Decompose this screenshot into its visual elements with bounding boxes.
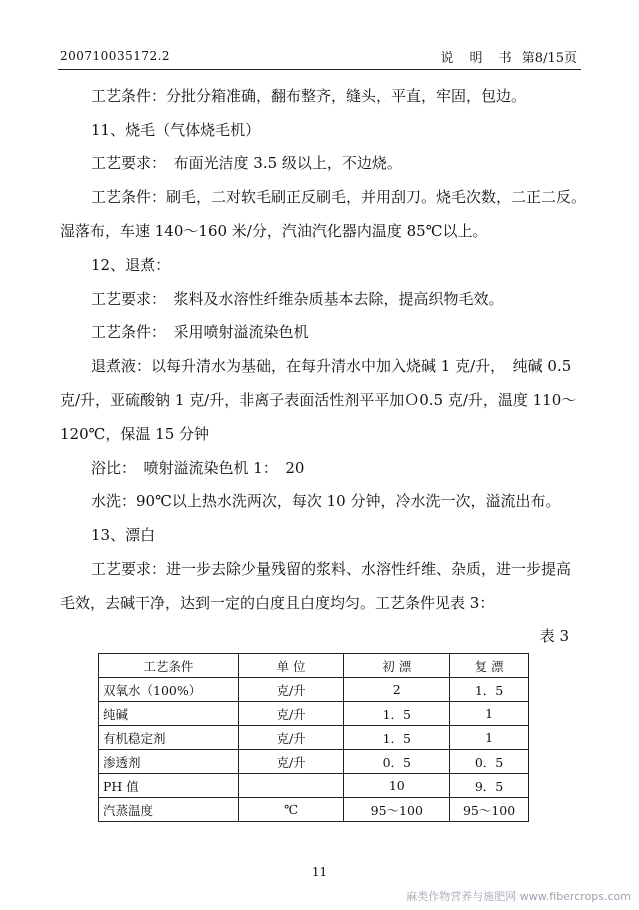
section-heading: 11、烧毛（气体烧毛机）	[91, 121, 261, 139]
table-cell: 95～100	[344, 798, 450, 822]
column-header: 初 漂	[344, 654, 450, 678]
page-number: 11	[311, 865, 328, 879]
paragraph-line: 工艺条件：刷毛，二对软毛刷正反刷毛，并用刮刀。烧毛次数，二正二反。	[91, 188, 587, 206]
process-conditions-table	[98, 653, 529, 822]
paragraph-line: 毛效，去碱干净，达到一定的白度且白度均匀。工艺条件见表 3：	[60, 594, 495, 612]
paragraph-line: 水洗：90℃以上热水洗两次，每次 10 分钟，冷水洗一次，溢流出布。	[91, 492, 561, 510]
table-header-row	[99, 654, 529, 678]
table-row	[99, 750, 529, 774]
table-cell: 有机稳定剂	[99, 726, 239, 750]
table-cell: 95～100	[450, 798, 529, 822]
paragraph-line: 工艺要求：进一步去除少量残留的浆料、水溶性纤维、杂质，进一步提高	[91, 560, 572, 578]
table-cell: 双氧水（100%）	[99, 678, 239, 702]
watermark: 麻类作物营养与施肥网 www.fibercrops.com	[406, 890, 631, 903]
table-cell: ℃	[238, 798, 344, 822]
table-cell: 0．5	[344, 750, 450, 774]
column-header: 单 位	[238, 654, 344, 678]
header-title	[440, 47, 577, 66]
header-page-label: 第8/15页	[521, 51, 577, 66]
table-cell: PH 值	[99, 774, 239, 798]
table-row	[99, 798, 529, 822]
paragraph-line: 浴比： 喷射溢流染色机 1： 20	[91, 459, 305, 477]
table-cell: 1．5	[450, 678, 529, 702]
table-cell: 0．5	[450, 750, 529, 774]
paragraph-line: 退煮液：以每升清水为基础，在每升清水中加入烧碱 1 克/升， 纯碱 0.5	[91, 357, 572, 375]
table-cell: 1．5	[344, 702, 450, 726]
section-heading: 12、退煮：	[91, 256, 171, 274]
table-cell: 1	[450, 702, 529, 726]
header-doc-title: 说 明 书	[440, 51, 518, 66]
table-cell: 纯碱	[99, 702, 239, 726]
table-cell: 1	[450, 726, 529, 750]
table-row	[99, 702, 529, 726]
table-cell: 克/升	[238, 750, 344, 774]
column-header: 工艺条件	[99, 654, 239, 678]
table-cell: 克/升	[238, 678, 344, 702]
table-cell: 9．5	[450, 774, 529, 798]
table-cell: 1．5	[344, 726, 450, 750]
section-heading: 13、漂白	[91, 526, 156, 544]
table-cell: 10	[344, 774, 450, 798]
header-rule	[58, 69, 581, 70]
paragraph-line: 工艺要求： 浆料及水溶性纤维杂质基本去除，提高织物毛效。	[91, 290, 504, 308]
document-number: 200710035172.2	[60, 49, 171, 63]
paragraph-line: 工艺条件： 采用喷射溢流染色机	[91, 323, 309, 341]
paragraph-line: 工艺条件：分批分箱准确，翻布整齐，缝头，平直，牢固，包边。	[91, 87, 527, 105]
table-cell: 渗透剂	[99, 750, 239, 774]
paragraph-line: 湿落布，车速 140～160 米/分，汽油汽化器内温度 85℃以上。	[60, 222, 488, 240]
table-row	[99, 678, 529, 702]
table-cell: 汽蒸温度	[99, 798, 239, 822]
paragraph-line: 120℃，保温 15 分钟	[60, 425, 210, 443]
table-caption: 表 3	[539, 627, 569, 645]
table-cell: 克/升	[238, 726, 344, 750]
table-cell: 克/升	[238, 702, 344, 726]
table-row	[99, 774, 529, 798]
paragraph-line: 工艺要求： 布面光洁度 3.5 级以上，不边烧。	[91, 154, 402, 172]
paragraph-line: 克/升，亚硫酸钠 1 克/升，非离子表面活性剂平平加Ｏ0.5 克/升，温度 110～	[60, 391, 577, 409]
column-header: 复 漂	[450, 654, 529, 678]
table-cell	[238, 774, 344, 798]
table-cell: 2	[344, 678, 450, 702]
table-row	[99, 726, 529, 750]
